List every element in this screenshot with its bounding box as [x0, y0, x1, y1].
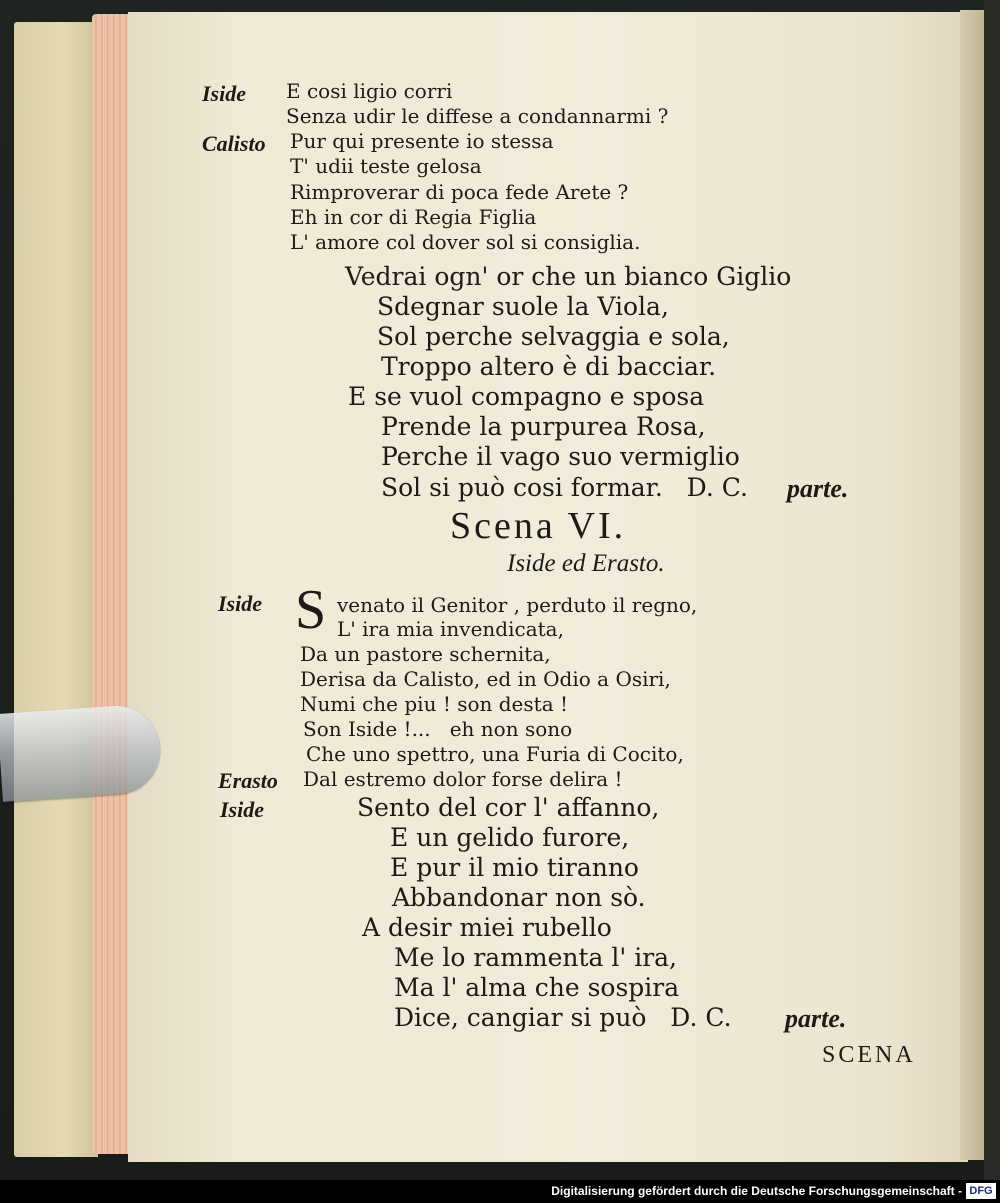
- speaker-iside: Iside: [218, 591, 262, 616]
- speaker-iside: Iside: [220, 797, 264, 822]
- aria-line: Ma l' alma che sospira: [394, 973, 680, 1002]
- aria-line: E se vuol compagno e sposa: [348, 382, 705, 411]
- aria-line: Sento del cor l' affanno,: [357, 793, 660, 822]
- verse-line: Da un pastore schernita,: [300, 642, 551, 666]
- aria-line: A desir miei rubello: [362, 913, 612, 942]
- aria-line: E un gelido furore,: [390, 823, 630, 852]
- aria-line: Perche il vago suo vermiglio: [381, 442, 740, 471]
- dfg-logo[interactable]: DFG: [966, 1183, 996, 1199]
- page-block-edges: [92, 14, 132, 1154]
- aria-line: Dice, cangiar si può D. C.: [394, 1003, 732, 1032]
- verse-line: Senza udir le diffese a condannarmi ?: [286, 104, 669, 128]
- verse-line: L' ira mia invendicata,: [337, 617, 564, 641]
- aria-line: Sol si può cosi formar. D. C.: [381, 473, 748, 502]
- verse-line: Pur qui presente io stessa: [290, 129, 554, 153]
- aria-line: Sol perche selvaggia e sola,: [377, 322, 730, 351]
- speaker-erasto: Erasto: [218, 768, 278, 793]
- aria-line: E pur il mio tiranno: [390, 853, 639, 882]
- speaker-calisto: Calisto: [202, 131, 266, 156]
- aria-line: Abbandonar non sò.: [392, 883, 646, 912]
- verse-line: Che uno spettro, una Furia di Cocito,: [306, 742, 684, 766]
- aria-line: Vedrai ogn' or che un bianco Giglio: [345, 262, 792, 291]
- verse-line: Son Iside !... eh non sono: [303, 717, 573, 741]
- verse-line: E cosi ligio corri: [286, 79, 453, 103]
- footer-credit: Digitalisierung gefördert durch die Deutsche Forschungsgemeinschaft -: [551, 1184, 962, 1198]
- aria-line: Me lo rammenta l' ira,: [394, 943, 678, 972]
- verse-line: Numi che piu ! son desta !: [300, 692, 569, 716]
- scene-subtitle: Iside ed Erasto.: [507, 550, 665, 577]
- aria-line: Sdegnar suole la Viola,: [377, 292, 669, 321]
- verse-line: T' udii teste gelosa: [290, 154, 482, 178]
- aria-line: Prende la purpurea Rosa,: [381, 412, 706, 441]
- right-border: [984, 0, 1000, 1180]
- verse-line: Rimproverar di poca fede Arete ?: [290, 180, 629, 204]
- page-clip: [0, 703, 163, 802]
- speaker-iside: Iside: [202, 81, 246, 106]
- left-page-edge: [14, 22, 98, 1157]
- footer-bar: [0, 1180, 1000, 1203]
- verse-line: Derisa da Calisto, ed in Odio a Osiri,: [300, 667, 671, 691]
- drop-capital: S: [295, 579, 327, 641]
- exit-marker: parte.: [785, 1004, 847, 1033]
- verse-line: venato il Genitor , perduto il regno,: [337, 593, 698, 617]
- verse-line: L' amore col dover sol si consiglia.: [290, 230, 641, 254]
- verse-line: Eh in cor di Regia Figlia: [290, 205, 537, 229]
- scene-title: Scena VI.: [450, 505, 627, 547]
- exit-marker: parte.: [787, 474, 849, 503]
- aria-line: Troppo altero è di bacciar.: [381, 352, 717, 381]
- catchword: SCENA: [822, 1042, 916, 1068]
- verse-line: Dal estremo dolor forse delira !: [303, 767, 623, 791]
- right-page-edge: [960, 10, 986, 1160]
